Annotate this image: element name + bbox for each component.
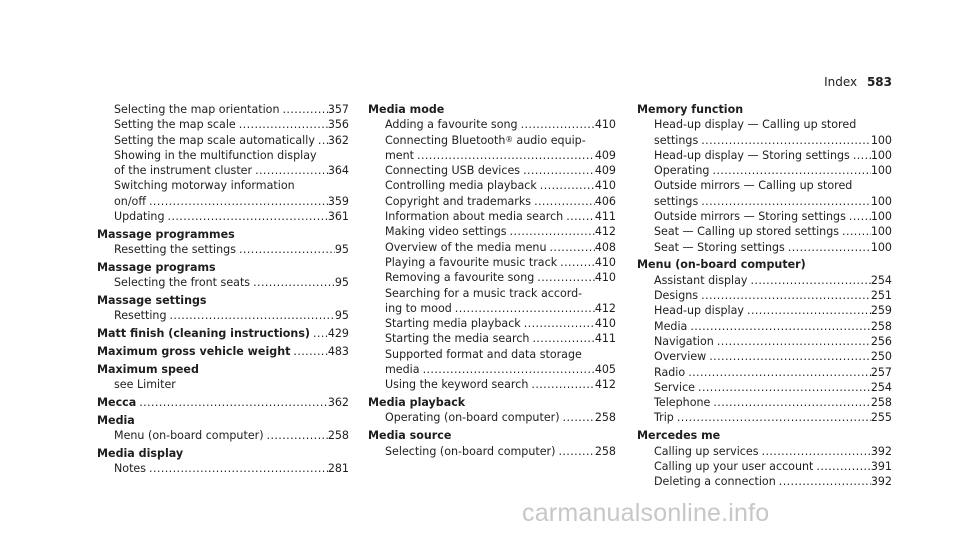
- page-ref[interactable]: 429: [327, 327, 349, 341]
- index-subentry: [368, 133, 616, 148]
- entry-text: Designs: [654, 289, 699, 303]
- dot-leader: [531, 194, 595, 209]
- dot-leader: [507, 224, 595, 239]
- entry-text: Calling up your user account: [654, 459, 814, 473]
- index-subentry: [97, 242, 349, 257]
- page-ref[interactable]: 100: [870, 148, 892, 162]
- entry-text: Seat — Calling up stored settings: [654, 225, 840, 239]
- index-entry: [637, 257, 892, 272]
- page-ref[interactable]: 409: [594, 164, 616, 178]
- dot-leader: [557, 255, 595, 270]
- index-entry: [97, 227, 349, 242]
- index-subentry: [637, 163, 892, 178]
- index-column-1: [97, 102, 349, 476]
- dot-leader: [776, 474, 871, 489]
- dot-leader: [414, 148, 595, 163]
- dot-leader: [537, 178, 595, 193]
- index-subentry: [637, 365, 892, 380]
- entry-text: Searching for a music track accord-: [385, 286, 583, 300]
- page-ref[interactable]: 258: [870, 396, 892, 410]
- page-ref[interactable]: 100: [870, 225, 892, 239]
- entry-text: Trip: [654, 411, 674, 425]
- index-column-2: [368, 102, 616, 459]
- entry-text: Media source: [368, 429, 452, 443]
- index-subentry: [97, 209, 349, 224]
- entry-text: Service: [654, 380, 696, 394]
- index-subentry: [637, 380, 892, 395]
- page-ref[interactable]: 100: [870, 164, 892, 178]
- page-ref[interactable]: 409: [594, 148, 616, 162]
- index-subentry: [97, 133, 349, 148]
- page-ref[interactable]: 258: [327, 428, 349, 442]
- entry-text: Resetting: [114, 309, 167, 323]
- entry-text: of the instrument cluster: [114, 164, 253, 178]
- index-subentry: [97, 428, 349, 443]
- index-subentry: [368, 444, 616, 459]
- index-subentry: [637, 459, 892, 474]
- page-ref[interactable]: 95: [334, 243, 349, 257]
- index-subentry: [637, 474, 892, 489]
- entry-text: Operating: [654, 164, 710, 178]
- page-ref[interactable]: 95: [334, 276, 349, 290]
- page-ref[interactable]: 250: [870, 350, 892, 364]
- registered-mark: ®: [505, 134, 513, 144]
- page-ref[interactable]: 410: [594, 179, 616, 193]
- dot-leader: [546, 240, 594, 255]
- page-ref[interactable]: 281: [327, 462, 349, 476]
- index-subentry: [637, 194, 892, 209]
- page-ref[interactable]: 100: [870, 194, 892, 208]
- page-ref[interactable]: 411: [594, 332, 616, 346]
- entry-text: Selecting (on-board computer): [385, 444, 556, 458]
- watermark: carmanualsonline.info: [522, 499, 770, 527]
- entry-text: Massage programs: [97, 260, 216, 274]
- entry-text: Media: [97, 413, 135, 427]
- dot-leader: [850, 148, 871, 163]
- index-subentry: [637, 319, 892, 334]
- index-subentry: [637, 224, 892, 239]
- entry-text: Mercedes me: [637, 429, 721, 443]
- entry-text: Seat — Storing settings: [654, 240, 785, 254]
- dot-leader: [420, 362, 595, 377]
- dot-leader: [310, 326, 328, 341]
- index-entry: [368, 395, 616, 410]
- index-subentry: [637, 148, 892, 163]
- entry-text: Outside mirrors — Storing settings: [654, 210, 846, 224]
- page-ref[interactable]: 410: [594, 255, 616, 269]
- index-subentry: [368, 286, 616, 301]
- entry-text: [385, 133, 586, 148]
- entry-text: Selecting the map orientation: [114, 103, 280, 116]
- dot-leader: [709, 163, 870, 178]
- entry-text: Memory function: [637, 103, 744, 116]
- entry-text: Deleting a connection: [654, 475, 776, 489]
- page-ref[interactable]: 95: [334, 309, 349, 323]
- entry-text: Maximum speed: [97, 362, 199, 376]
- entry-text: Removing a favourite song: [385, 271, 535, 285]
- index-subentry: [368, 209, 616, 224]
- entry-text: settings: [654, 194, 699, 208]
- index-subentry: [637, 117, 892, 132]
- entry-text: Matt finish (cleaning instructions): [97, 327, 310, 341]
- index-entry: [97, 413, 349, 428]
- page-ref[interactable]: 412: [594, 378, 616, 392]
- dot-leader: [250, 275, 335, 290]
- index-subentry: [97, 194, 349, 209]
- entry-text: Head-up display: [654, 304, 745, 318]
- page-ref[interactable]: 256: [870, 334, 892, 348]
- dot-leader: [698, 133, 871, 148]
- dot-leader: [560, 410, 595, 425]
- index-subentry: [637, 240, 892, 255]
- entry-text: Notes: [114, 462, 147, 476]
- dot-leader: [534, 270, 595, 285]
- index-entry: [97, 293, 349, 308]
- index-subentry: [368, 316, 616, 331]
- entry-text: see Limiter: [114, 378, 176, 392]
- dot-leader: [236, 242, 335, 257]
- entry-text: Resetting the settings: [114, 243, 236, 257]
- index-subentry: [637, 303, 892, 318]
- entry-text: Copyright and trademarks: [385, 194, 532, 208]
- index-subentry: [97, 148, 349, 163]
- index-subentry: [368, 224, 616, 239]
- entry-text: Updating: [114, 210, 165, 224]
- page-ref[interactable]: 362: [327, 133, 349, 147]
- entry-text: Making video settings: [385, 225, 507, 239]
- dot-leader: [520, 163, 595, 178]
- page-ref[interactable]: 405: [594, 363, 616, 377]
- entry-text: media: [385, 363, 420, 377]
- entry-text: Media: [654, 319, 688, 333]
- index-subentry: [637, 133, 892, 148]
- entry-text: Overview of the media menu: [385, 240, 547, 254]
- index-subentry: [368, 178, 616, 193]
- entry-text: Switching motorway information: [114, 179, 295, 193]
- index-subentry: [368, 255, 616, 270]
- entry-text: Operating (on-board computer): [385, 411, 560, 425]
- page-ref[interactable]: 100: [870, 133, 892, 147]
- entry-text: ment: [385, 148, 415, 162]
- dot-leader: [695, 380, 871, 395]
- dot-leader: [290, 344, 327, 359]
- entry-text: Calling up services: [654, 444, 759, 458]
- dot-leader: [687, 319, 870, 334]
- entry-text: Navigation: [654, 334, 714, 348]
- entry-text: Starting media playback: [385, 317, 521, 331]
- page-ref[interactable]: 392: [870, 475, 892, 489]
- dot-leader: [747, 273, 870, 288]
- index-subentry: [368, 410, 616, 425]
- index-subentry: [97, 377, 349, 392]
- dot-leader: [528, 377, 594, 392]
- index-entry: [97, 446, 349, 461]
- entry-text: Menu (on-board computer): [114, 428, 264, 442]
- page-ref[interactable]: 410: [594, 317, 616, 331]
- dot-leader: [252, 163, 328, 178]
- index-subentry: [97, 461, 349, 476]
- index-subentry: [637, 349, 892, 364]
- page-ref[interactable]: 255: [870, 411, 892, 425]
- dot-leader: [518, 117, 595, 132]
- index-subentry: [368, 331, 616, 346]
- index-subentry: [97, 102, 349, 117]
- dot-leader: [563, 209, 595, 224]
- page-ref[interactable]: 257: [870, 365, 892, 379]
- page-ref[interactable]: 259: [870, 304, 892, 318]
- entry-text: Selecting the front seats: [114, 276, 251, 290]
- index-entry: [97, 260, 349, 275]
- index-subentry: [368, 163, 616, 178]
- dot-leader: [521, 316, 595, 331]
- dot-leader: [165, 209, 328, 224]
- dot-leader: [710, 395, 870, 410]
- page-ref[interactable]: 357: [327, 103, 349, 116]
- page-ref[interactable]: 258: [594, 444, 616, 458]
- index-entry: [97, 362, 349, 377]
- index-subentry: [368, 194, 616, 209]
- index-entry: [368, 428, 616, 443]
- index-entry: [97, 344, 349, 359]
- entry-text: Starting the media search: [385, 332, 530, 346]
- entry-text: Menu (on-board computer): [637, 258, 806, 272]
- entry-text-part: audio equip-: [512, 133, 586, 147]
- entry-text: Controlling media playback: [385, 179, 537, 193]
- entry-text: Showing in the multifunction display: [114, 148, 317, 162]
- index-subentry: [368, 362, 616, 377]
- dot-leader: [136, 395, 328, 410]
- page-ref[interactable]: 412: [594, 225, 616, 239]
- index-subentry: [368, 301, 616, 316]
- header-label: Index: [824, 75, 858, 89]
- index-subentry: [97, 117, 349, 132]
- index-subentry: [637, 444, 892, 459]
- dot-leader: [146, 194, 328, 209]
- index-subentry: [368, 148, 616, 163]
- dot-leader: [555, 444, 594, 459]
- entry-text: Adding a favourite song: [385, 118, 518, 132]
- index-subentry: [368, 347, 616, 362]
- entry-text-part: Connecting Bluetooth: [385, 133, 506, 147]
- page-ref[interactable]: 258: [870, 319, 892, 333]
- entry-text: Overview: [654, 350, 707, 364]
- page-ref[interactable]: 251: [870, 289, 892, 303]
- index-subentry: [97, 308, 349, 323]
- dot-leader: [759, 444, 871, 459]
- dot-leader: [714, 334, 871, 349]
- index-subentry: [637, 273, 892, 288]
- index-entry: [97, 326, 349, 341]
- page-ref[interactable]: 411: [594, 210, 616, 224]
- page-ref[interactable]: 100: [870, 210, 892, 224]
- dot-leader: [785, 240, 871, 255]
- entry-text: Playing a favourite music track: [385, 255, 558, 269]
- index-subentry: [637, 178, 892, 193]
- page-ref[interactable]: 359: [327, 194, 349, 208]
- entry-text: Massage settings: [97, 294, 207, 308]
- page-ref[interactable]: 391: [870, 459, 892, 473]
- entry-text: settings: [654, 133, 699, 147]
- dot-leader: [839, 224, 871, 239]
- dot-leader: [280, 102, 328, 117]
- index-subentry: [97, 178, 349, 193]
- entry-text: Media playback: [368, 396, 466, 410]
- dot-leader: [685, 365, 871, 380]
- page-ref[interactable]: 483: [327, 344, 349, 358]
- dot-leader: [706, 349, 871, 364]
- page-ref[interactable]: 254: [870, 380, 892, 394]
- dot-leader: [674, 410, 871, 425]
- dot-leader: [264, 428, 328, 443]
- dot-leader: [698, 194, 871, 209]
- dot-leader: [236, 117, 328, 132]
- dot-leader: [167, 308, 335, 323]
- entry-text: Telephone: [654, 396, 711, 410]
- dot-leader: [813, 459, 870, 474]
- index-subentry: [368, 240, 616, 255]
- page-ref[interactable]: 254: [870, 273, 892, 287]
- page-ref[interactable]: 410: [594, 118, 616, 132]
- entry-text: Connecting USB devices: [385, 164, 521, 178]
- entry-text: Media display: [97, 446, 184, 460]
- page-ref[interactable]: 406: [594, 194, 616, 208]
- index-subentry: [97, 275, 349, 290]
- page-ref[interactable]: 410: [594, 271, 616, 285]
- entry-text: Head-up display — Calling up stored: [654, 118, 857, 132]
- dot-leader: [744, 303, 871, 318]
- page-ref[interactable]: 100: [870, 240, 892, 254]
- page-ref[interactable]: 392: [870, 444, 892, 458]
- page-ref[interactable]: 364: [327, 164, 349, 178]
- dot-leader: [698, 288, 871, 303]
- index-entry: [368, 102, 616, 117]
- entry-text: Outside mirrors — Calling up stored: [654, 179, 853, 193]
- entry-text: Massage programmes: [97, 227, 235, 241]
- page-header: [824, 76, 892, 88]
- page-ref[interactable]: 408: [594, 240, 616, 254]
- entry-text: Media mode: [368, 103, 445, 116]
- index-subentry: [368, 270, 616, 285]
- entry-text: Assistant display: [654, 273, 748, 287]
- page-number: 583: [866, 75, 892, 89]
- index-subentry: [97, 163, 349, 178]
- dot-leader: [452, 301, 595, 316]
- index-subentry: [368, 117, 616, 132]
- entry-text: Setting the map scale: [114, 118, 236, 132]
- page-ref[interactable]: 412: [594, 301, 616, 315]
- index-column-3: [637, 102, 892, 489]
- index-subentry: [637, 395, 892, 410]
- entry-text: Using the keyword search: [385, 378, 529, 392]
- entry-text: Setting the map scale automatically: [114, 133, 315, 147]
- dot-leader: [529, 331, 594, 346]
- entry-text: Head-up display — Storing settings: [654, 148, 850, 162]
- page-ref[interactable]: 356: [327, 118, 349, 132]
- page-ref[interactable]: 258: [594, 411, 616, 425]
- dot-leader: [146, 461, 328, 476]
- page-ref[interactable]: 361: [327, 210, 349, 224]
- index-subentry: [368, 377, 616, 392]
- entry-text: Supported format and data storage: [385, 347, 582, 361]
- index-entry: [637, 102, 892, 117]
- entry-text: Information about media search: [385, 210, 564, 224]
- entry-text: ing to mood: [385, 301, 452, 315]
- index-subentry: [637, 288, 892, 303]
- index-entry: [97, 395, 349, 410]
- dot-leader: [315, 133, 328, 148]
- dot-leader: [846, 209, 871, 224]
- index-subentry: [637, 209, 892, 224]
- index-subentry: [637, 410, 892, 425]
- index-subentry: [637, 334, 892, 349]
- index-entry: [637, 428, 892, 443]
- entry-text: Mecca: [97, 395, 137, 409]
- entry-text: on/off: [114, 194, 146, 208]
- entry-text: Maximum gross vehicle weight: [97, 344, 291, 358]
- page-ref[interactable]: 362: [327, 395, 349, 409]
- entry-text: Radio: [654, 365, 686, 379]
